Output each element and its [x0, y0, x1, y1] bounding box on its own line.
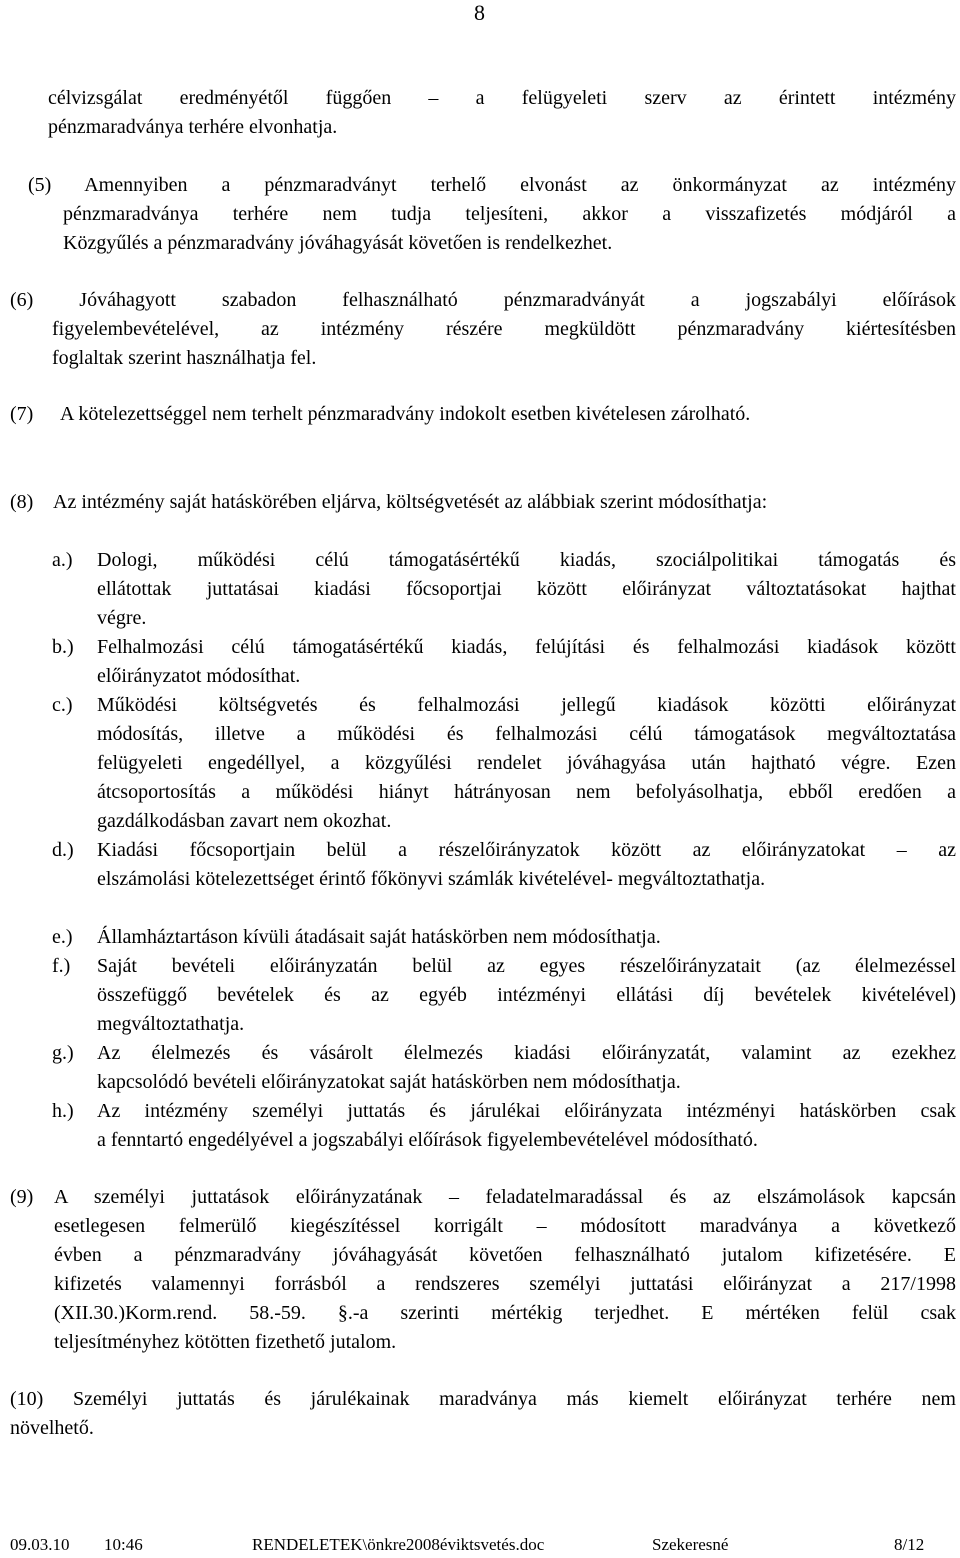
- item-c-line-5: gazdálkodásban zavart nem okozhat.: [97, 810, 392, 832]
- p7-label: (7): [10, 403, 34, 425]
- item-g-line-1: Az élelmezés és vásárolt élelmezés kiadási előirányzatát, valamint az ezekhez: [97, 1042, 956, 1064]
- item-b-line-2: előirányzatot módosíthat.: [97, 665, 301, 687]
- p9-line-2: esetlegesen felmerülő kiegészítéssel korrigált – módosított maradványa a következő: [54, 1215, 956, 1237]
- item-c-line-4: átcsoportosítás a működési hiányt hátrányosan nem befolyásolhatja, ebből eredően a: [97, 781, 956, 803]
- item-f-label: f.): [52, 955, 71, 977]
- item-f-line-1: Saját bevételi előirányzatán belül az egyes részelőirányzatait (az élelmezéssel: [97, 955, 956, 977]
- item-a-line-1: Dologi, működési célú támogatásértékű kiadás, szociálpolitikai támogatás és: [97, 549, 956, 571]
- item-h-label: h.): [52, 1100, 74, 1122]
- p10-line-1: (10) Személyi juttatás és járulékainak maradványa más kiemelt előirányzat terhére nem: [10, 1388, 956, 1410]
- p9-line-1: A személyi juttatások előirányzatának – feladatelmaradással és az elszámolások kapcsán: [54, 1186, 956, 1208]
- item-a-label: a.): [52, 549, 73, 571]
- footer-page: 8/12: [894, 1535, 925, 1554]
- p6-line-3: foglaltak szerint használhatja fel.: [52, 347, 317, 369]
- item-b-label: b.): [52, 636, 74, 658]
- item-c-label: c.): [52, 694, 73, 716]
- item-b-line-1: Felhalmozási célú támogatásértékű kiadás, felújítási és felhalmozási kiadások között: [97, 636, 956, 658]
- item-e-line-1: Államháztartáson kívüli átadásait saját hatáskörben nem módosíthatja.: [97, 926, 661, 948]
- item-c-line-1: Működési költségvetés és felhalmozási jellegű kiadások közötti előirányzat: [97, 694, 956, 716]
- item-c-line-3: felügyeleti engedéllyel, a közgyűlési rendelet jóváhagyása után hajtható végre. Ezen: [97, 752, 956, 774]
- p8-label: (8): [10, 491, 34, 513]
- item-f-line-2: összefüggő bevételek és az egyéb intézményi ellátási díj bevételek kivételével): [97, 984, 956, 1006]
- p5-line-1: (5) Amennyiben a pénzmaradványt terhelő elvonást az önkormányzat az intézmény: [28, 174, 956, 196]
- item-f-line-3: megváltoztathatja.: [97, 1013, 245, 1035]
- item-d-label: d.): [52, 839, 74, 861]
- footer-author: Szekeresné: [652, 1535, 729, 1554]
- p5-line-3: Közgyűlés a pénzmaradvány jóváhagyását követően is rendelkezhet.: [63, 232, 613, 254]
- footer-date: 09.03.10: [10, 1535, 70, 1554]
- p7-text: A kötelezettséggel nem terhelt pénzmaradvány indokolt esetben kivételesen zárolható.: [60, 403, 751, 425]
- footer-time: 10:46: [104, 1535, 143, 1554]
- item-c-line-2: módosítás, illetve a működési és felhalmozási célú támogatások megváltoztatása: [97, 723, 956, 745]
- item-d-line-2: elszámolási kötelezettséget érintő főkönyvi számlák kivételével- megváltoztathatja.: [97, 868, 766, 890]
- p8-text: Az intézmény saját hatáskörében eljárva, költségvetését az alábbiak szerint módosíthatja:: [53, 491, 768, 513]
- p6-line-2: figyelembevételével, az intézmény részére megküldött pénzmaradvány kiértesítésben: [52, 318, 956, 340]
- p10-line-2: növelhető.: [10, 1417, 94, 1439]
- page-footer: [10, 1534, 936, 1558]
- intro-line-2: pénzmaradványa terhére elvonhatja.: [48, 116, 338, 138]
- intro-line-1: célvizsgálat eredményétől függően – a felügyeleti szerv az érintett intézmény: [48, 87, 956, 109]
- item-h-line-1: Az intézmény személyi juttatás és járulékai előirányzata intézményi hatáskörben csak: [97, 1100, 956, 1122]
- footer-filename: RENDELETEK\önkre2008éviktsvetés.doc: [252, 1535, 545, 1554]
- item-g-line-2: kapcsolódó bevételi előirányzatokat saját hatáskörben nem módosíthatja.: [97, 1071, 681, 1093]
- item-d-line-1: Kiadási főcsoportjain belül a részelőirányzatok között az előirányzatokat – az: [97, 839, 956, 861]
- p6-line-1: (6) Jóváhagyott szabadon felhasználható pénzmaradványát a jogszabályi előírások: [10, 289, 956, 311]
- p9-line-5: (XII.30.)Korm.rend. 58.-59. §.-a szerinti mértékig terjedhet. E mértéken felül csak: [54, 1302, 956, 1324]
- item-a-line-3: végre.: [97, 607, 147, 629]
- p9-line-3: évben a pénzmaradvány jóváhagyását követően felhasználható jutalom kifizetésére. E: [54, 1244, 956, 1266]
- p9-line-6: teljesítményhez kötötten fizethető jutalom.: [54, 1331, 397, 1353]
- page-number: 8: [474, 0, 485, 25]
- item-a-line-2: ellátottak juttatásai kiadási főcsoportjai között előirányzat változtatásokat hajthat: [97, 578, 956, 600]
- p9-label: (9): [10, 1186, 34, 1208]
- item-h-line-2: a fenntartó engedélyével a jogszabályi előírások figyelembevételével módosítható.: [97, 1129, 758, 1151]
- item-g-label: g.): [52, 1042, 74, 1064]
- p5-line-2: pénzmaradványa terhére nem tudja teljesíteni, akkor a visszafizetés módjáról a: [63, 203, 956, 225]
- p9-line-4: kifizetés valamennyi forrásból a rendszeres személyi juttatási előirányzat a 217/1998: [54, 1273, 956, 1295]
- item-e-label: e.): [52, 926, 73, 948]
